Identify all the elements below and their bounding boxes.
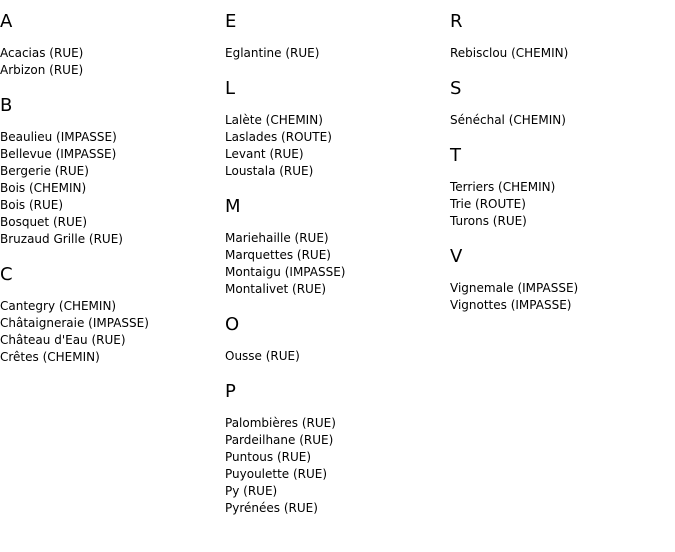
letter-group	[0, 264, 220, 366]
letter-group	[450, 11, 670, 62]
letter-group	[0, 11, 220, 79]
street-link[interactable]: Acacias (RUE)	[0, 46, 84, 60]
street-list	[0, 45, 220, 79]
street-link[interactable]: Bois (RUE)	[0, 198, 64, 212]
street-link[interactable]: Puntous (RUE)	[225, 450, 312, 464]
street-link[interactable]: Bruzaud Grille (RUE)	[0, 232, 123, 246]
letter-heading: B	[0, 95, 13, 116]
letter-group	[225, 78, 445, 180]
letter-heading: T	[450, 145, 461, 166]
street-column-1	[0, 11, 220, 382]
street-link[interactable]: Lalète (CHEMIN)	[225, 113, 323, 127]
letter-heading: L	[225, 78, 236, 99]
street-link[interactable]: Mariehaille (RUE)	[225, 231, 329, 245]
letter-group	[450, 78, 670, 129]
street-link[interactable]: Vignemale (IMPASSE)	[450, 281, 579, 295]
letter-heading: C	[0, 264, 13, 285]
letter-heading: O	[225, 314, 240, 335]
letter-heading: V	[450, 246, 463, 267]
street-link[interactable]: Sénéchal (CHEMIN)	[450, 113, 566, 127]
street-link[interactable]: Pardeilhane (RUE)	[225, 433, 334, 447]
letter-group	[450, 145, 670, 230]
letter-group	[225, 196, 445, 298]
street-link[interactable]: Cantegry (CHEMIN)	[0, 299, 117, 313]
letter-group	[225, 381, 445, 517]
letter-group	[450, 246, 670, 314]
street-link[interactable]: Pyrénées (RUE)	[225, 501, 318, 515]
street-link[interactable]: Rebisclou (CHEMIN)	[450, 46, 569, 60]
street-link[interactable]: Châtaigneraie (IMPASSE)	[0, 316, 149, 330]
street-link[interactable]: Bois (CHEMIN)	[0, 181, 87, 195]
street-list	[225, 230, 445, 298]
street-link[interactable]: Beaulieu (IMPASSE)	[0, 130, 117, 144]
street-list	[450, 112, 670, 129]
street-link[interactable]: Bosquet (RUE)	[0, 215, 88, 229]
street-list	[450, 179, 670, 230]
street-list	[225, 112, 445, 180]
letter-heading: S	[450, 78, 462, 99]
letter-heading: A	[0, 11, 13, 32]
street-list	[225, 348, 445, 365]
street-list	[450, 280, 670, 314]
street-link[interactable]: Montalivet (RUE)	[225, 282, 327, 296]
street-link[interactable]: Eglantine (RUE)	[225, 46, 320, 60]
street-column-3	[450, 11, 670, 330]
street-link[interactable]: Crêtes (CHEMIN)	[0, 350, 100, 364]
letter-group	[225, 11, 445, 62]
letter-heading: M	[225, 196, 241, 217]
street-link[interactable]: Bellevue (IMPASSE)	[0, 147, 117, 161]
street-link[interactable]: Turons (RUE)	[450, 214, 527, 228]
street-link[interactable]: Marquettes (RUE)	[225, 248, 331, 262]
street-link[interactable]: Vignottes (IMPASSE)	[450, 298, 572, 312]
street-link[interactable]: Loustala (RUE)	[225, 164, 314, 178]
letter-group	[0, 95, 220, 248]
letter-heading: E	[225, 11, 237, 32]
letter-heading: P	[225, 381, 236, 402]
street-list	[0, 129, 220, 248]
street-link[interactable]: Py (RUE)	[225, 484, 278, 498]
street-link[interactable]: Puyoulette (RUE)	[225, 467, 328, 481]
street-link[interactable]: Trie (ROUTE)	[450, 197, 526, 211]
street-link[interactable]: Terriers (CHEMIN)	[450, 180, 556, 194]
street-link[interactable]: Levant (RUE)	[225, 147, 304, 161]
street-link[interactable]: Château d'Eau (RUE)	[0, 333, 126, 347]
street-link[interactable]: Laslades (ROUTE)	[225, 130, 332, 144]
street-list	[0, 298, 220, 366]
street-list	[225, 45, 445, 62]
street-link[interactable]: Ousse (RUE)	[225, 349, 300, 363]
letter-group	[225, 314, 445, 365]
street-link[interactable]: Bergerie (RUE)	[0, 164, 89, 178]
street-link[interactable]: Montaigu (IMPASSE)	[225, 265, 346, 279]
letter-heading: R	[450, 11, 463, 32]
street-link[interactable]: Arbizon (RUE)	[0, 63, 84, 77]
street-column-2	[225, 11, 445, 533]
street-link[interactable]: Palombières (RUE)	[225, 416, 336, 430]
street-list	[225, 415, 445, 517]
street-list	[450, 45, 670, 62]
